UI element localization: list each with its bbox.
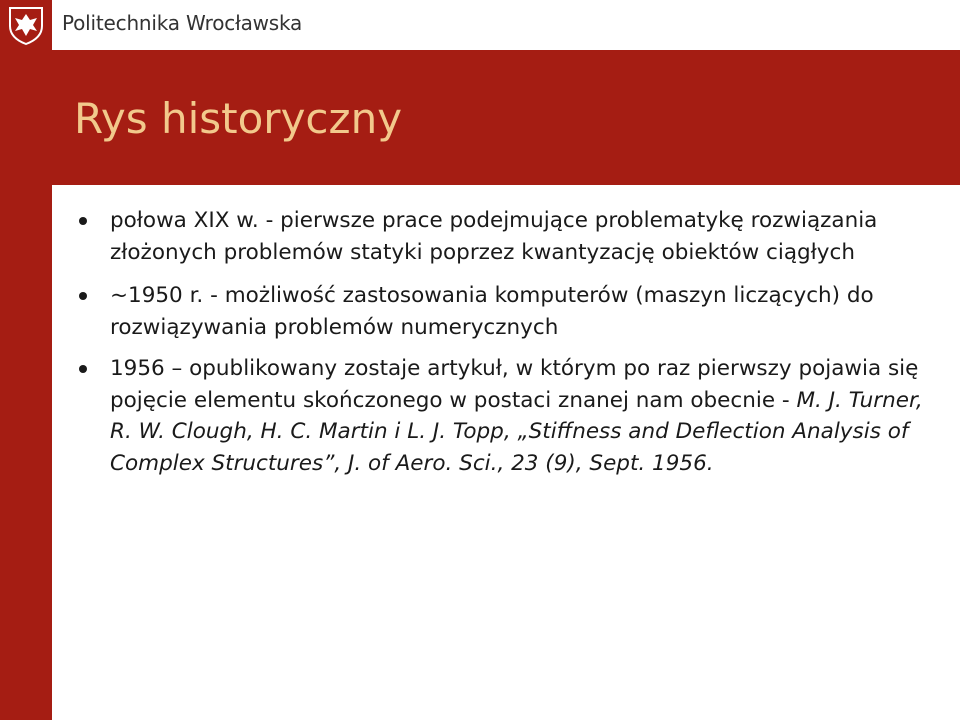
bullet-item	[52, 353, 932, 479]
bullet-text: połowa XIX w. - pierwsze prace podejmujące problematykę rozwiązania złożonych problemów statyki poprzez kwantyzację obiektów ciągłych	[110, 208, 878, 265]
header-bar	[0, 0, 960, 50]
bullet-text: ~1950 r. - możliwość zastosowania komputerów (maszyn liczących) do rozwiązywania problemów numerycznych	[110, 283, 874, 340]
bullet-dot-icon	[79, 365, 87, 373]
bullet-dot-icon	[79, 217, 87, 225]
slide-title: Rys historyczny	[74, 94, 403, 143]
title-band	[52, 50, 960, 185]
bullet-item	[52, 205, 932, 268]
bullet-text: 1956 – opublikowany zostaje artykuł, w którym po raz pierwszy pojawia się pojęcie elementu skończonego w postaci znanej nam obecnie -	[110, 356, 919, 413]
institution-name: Politechnika Wrocławska	[62, 11, 303, 35]
left-accent-bar	[0, 50, 52, 720]
eagle-shield-icon	[6, 4, 46, 46]
bullet-item	[52, 280, 932, 343]
bullet-list	[52, 205, 932, 491]
bullet-citation: M. J. Turner, R. W. Clough, H. C. Martin i L. J. Topp, „Stiffness and Deflection Analysis of Complex Structures”, J. of Aero. Sci., 23 (9), Sept. 1956.	[110, 387, 923, 476]
logo	[0, 0, 52, 50]
slide-content	[52, 185, 952, 720]
bullet-dot-icon	[79, 292, 87, 300]
